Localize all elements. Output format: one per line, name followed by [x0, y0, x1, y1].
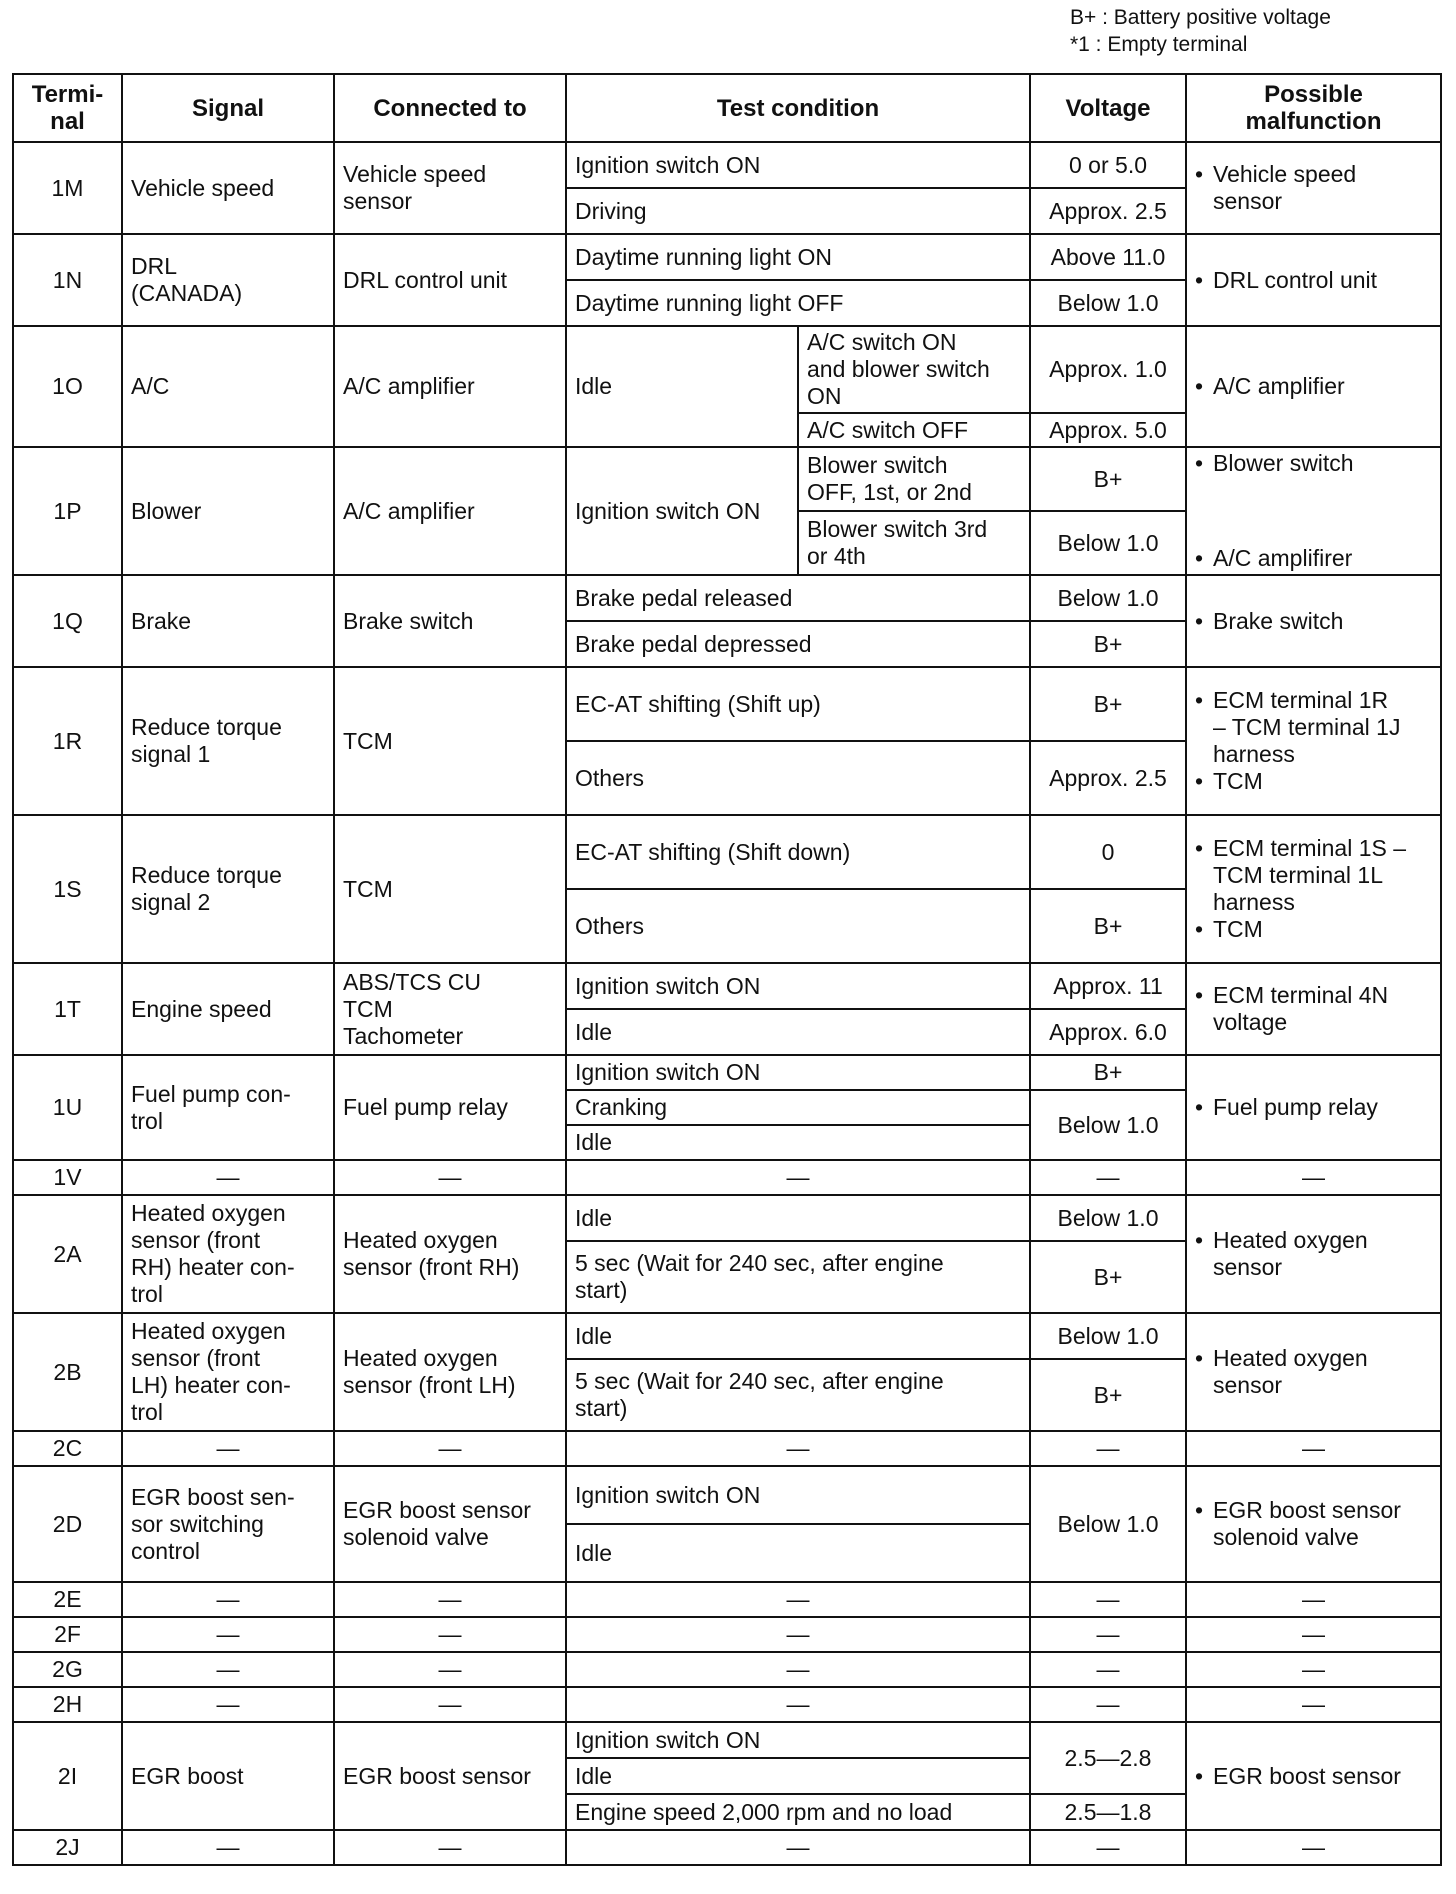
- empty-cell: —: [1030, 1687, 1186, 1722]
- connected-cell: Heated oxygen sensor (front RH): [334, 1195, 566, 1313]
- empty-cell: —: [1030, 1582, 1186, 1617]
- header-possible-malfunction: Possible malfunction: [1186, 74, 1441, 142]
- condition-cell: Idle: [566, 1009, 1030, 1055]
- empty-cell: —: [566, 1687, 1030, 1722]
- empty-cell: —: [334, 1582, 566, 1617]
- malfunction-item: EGR boost sensor solenoid valve: [1213, 1497, 1401, 1550]
- terminal-cell: 2J: [13, 1830, 122, 1865]
- empty-cell: —: [1030, 1431, 1186, 1466]
- table-row: [13, 667, 1441, 741]
- connected-cell: Brake switch: [334, 575, 566, 667]
- malfunction-cell: • Fuel pump relay: [1186, 1055, 1441, 1160]
- table-row: [13, 1431, 1441, 1466]
- malfunction-item: TCM: [1213, 916, 1263, 942]
- empty-cell: —: [122, 1617, 334, 1652]
- empty-cell: —: [566, 1617, 1030, 1652]
- terminal-cell: 1M: [13, 142, 122, 234]
- malfunction-cell: • Heated oxygen sensor: [1186, 1313, 1441, 1431]
- condition-cell: Idle: [566, 326, 798, 447]
- malfunction-item: ECM terminal 4N voltage: [1213, 982, 1389, 1035]
- empty-cell: —: [1186, 1160, 1441, 1195]
- voltage-cell: Below 1.0: [1030, 1313, 1186, 1359]
- empty-cell: —: [1186, 1652, 1441, 1687]
- malfunction-item: A/C amplifirer: [1213, 545, 1353, 571]
- empty-cell: —: [334, 1617, 566, 1652]
- condition-cell: EC-AT shifting (Shift down): [566, 815, 1030, 889]
- connected-cell: EGR boost sensor: [334, 1722, 566, 1830]
- empty-cell: —: [566, 1582, 1030, 1617]
- terminal-cell: 2D: [13, 1466, 122, 1582]
- header-terminal: Termi- nal: [13, 74, 122, 142]
- signal-cell: Reduce torque signal 2: [122, 815, 334, 963]
- connected-cell: Heated oxygen sensor (front LH): [334, 1313, 566, 1431]
- empty-cell: —: [334, 1431, 566, 1466]
- table-row: [13, 1830, 1441, 1865]
- condition-cell: Idle: [566, 1195, 1030, 1241]
- connected-cell: TCM: [334, 667, 566, 815]
- malfunction-item: Heated oxygen sensor: [1213, 1345, 1368, 1398]
- malfunction-cell: • DRL control unit: [1186, 234, 1441, 326]
- signal-cell: Reduce torque signal 1: [122, 667, 334, 815]
- voltage-cell: 0: [1030, 815, 1186, 889]
- malfunction-item: Fuel pump relay: [1213, 1094, 1378, 1120]
- signal-cell: DRL (CANADA): [122, 234, 334, 326]
- condition-cell: Ignition switch ON: [566, 447, 798, 575]
- malfunction-item: Blower switch: [1213, 450, 1354, 476]
- condition-cell: 5 sec (Wait for 240 sec, after engine start): [566, 1241, 1030, 1313]
- connected-cell: Vehicle speed sensor: [334, 142, 566, 234]
- empty-cell: —: [566, 1830, 1030, 1865]
- condition-cell: Ignition switch ON: [566, 1466, 1030, 1524]
- malfunction-cell: • Vehicle speed sensor: [1186, 142, 1441, 234]
- table-row: [13, 1652, 1441, 1687]
- table-row: [13, 963, 1441, 1009]
- terminal-cell: 1P: [13, 447, 122, 575]
- connected-cell: DRL control unit: [334, 234, 566, 326]
- table-row: [13, 234, 1441, 280]
- empty-cell: —: [1186, 1431, 1441, 1466]
- condition-cell: Daytime running light ON: [566, 234, 1030, 280]
- signal-cell: A/C: [122, 326, 334, 447]
- voltage-cell: Above 11.0: [1030, 234, 1186, 280]
- terminal-cell: 1Q: [13, 575, 122, 667]
- empty-cell: —: [1030, 1617, 1186, 1652]
- signal-cell: Engine speed: [122, 963, 334, 1055]
- voltage-cell: Approx. 11: [1030, 963, 1186, 1009]
- empty-cell: —: [122, 1582, 334, 1617]
- voltage-cell: Below 1.0: [1030, 1466, 1186, 1582]
- voltage-cell: B+: [1030, 1359, 1186, 1431]
- condition-cell: Ignition switch ON: [566, 1722, 1030, 1758]
- malfunction-cell: • A/C amplifier: [1186, 326, 1441, 447]
- header-connected-to: Connected to: [334, 74, 566, 142]
- table-row: [13, 1195, 1441, 1241]
- voltage-cell: Approx. 5.0: [1030, 413, 1186, 447]
- terminal-cell: 2A: [13, 1195, 122, 1313]
- malfunction-item: Heated oxygen sensor: [1213, 1227, 1368, 1280]
- condition-cell: Engine speed 2,000 rpm and no load: [566, 1794, 1030, 1830]
- empty-cell: —: [334, 1160, 566, 1195]
- legend-empty-terminal: *1 : Empty terminal: [1070, 33, 1248, 56]
- malfunction-cell: • Brake switch: [1186, 575, 1441, 667]
- malfunction-item: TCM: [1213, 768, 1263, 794]
- table-row: [13, 326, 1441, 413]
- legend: [1070, 4, 1331, 58]
- signal-cell: EGR boost: [122, 1722, 334, 1830]
- empty-cell: —: [1030, 1652, 1186, 1687]
- terminal-spec-table: [12, 73, 1442, 1866]
- header-voltage: Voltage: [1030, 74, 1186, 142]
- empty-cell: —: [566, 1652, 1030, 1687]
- connected-cell: ABS/TCS CU TCM Tachometer: [334, 963, 566, 1055]
- malfunction-item: A/C amplifier: [1213, 373, 1345, 399]
- malfunction-cell: • EGR boost sensor: [1186, 1722, 1441, 1830]
- condition-cell: Idle: [566, 1125, 1030, 1160]
- sub-condition-cell: Blower switch OFF, 1st, or 2nd: [798, 447, 1030, 511]
- terminal-cell: 2I: [13, 1722, 122, 1830]
- empty-cell: —: [122, 1652, 334, 1687]
- terminal-cell: 1U: [13, 1055, 122, 1160]
- voltage-cell: Approx. 1.0: [1030, 326, 1186, 413]
- voltage-cell: Below 1.0: [1030, 1090, 1186, 1160]
- voltage-cell: 0 or 5.0: [1030, 142, 1186, 188]
- connected-cell: EGR boost sensor solenoid valve: [334, 1466, 566, 1582]
- terminal-cell: 1S: [13, 815, 122, 963]
- empty-cell: —: [122, 1830, 334, 1865]
- table-row: [13, 575, 1441, 621]
- terminal-cell: 1N: [13, 234, 122, 326]
- signal-cell: Blower: [122, 447, 334, 575]
- voltage-cell: B+: [1030, 667, 1186, 741]
- header-signal: Signal: [122, 74, 334, 142]
- table-row: [13, 1055, 1441, 1090]
- voltage-cell: Approx. 2.5: [1030, 741, 1186, 815]
- signal-cell: Vehicle speed: [122, 142, 334, 234]
- malfunction-item: Vehicle speed sensor: [1213, 161, 1357, 214]
- malfunction-item: Brake switch: [1213, 607, 1344, 634]
- table-row: [13, 815, 1441, 889]
- condition-cell: Idle: [566, 1313, 1030, 1359]
- signal-cell: Heated oxygen sensor (front LH) heater con- trol: [122, 1313, 334, 1431]
- voltage-cell: B+: [1030, 889, 1186, 963]
- terminal-cell: 1V: [13, 1160, 122, 1195]
- empty-cell: —: [1186, 1617, 1441, 1652]
- empty-cell: —: [334, 1687, 566, 1722]
- condition-cell: Cranking: [566, 1090, 1030, 1125]
- table-row: [13, 1617, 1441, 1652]
- voltage-cell: 2.5—1.8: [1030, 1794, 1186, 1830]
- empty-cell: —: [566, 1160, 1030, 1195]
- voltage-cell: B+: [1030, 1055, 1186, 1090]
- terminal-cell: 2H: [13, 1687, 122, 1722]
- condition-cell: Daytime running light OFF: [566, 280, 1030, 326]
- condition-cell: Ignition switch ON: [566, 142, 1030, 188]
- legend-b-plus: B+ : Battery positive voltage: [1070, 6, 1331, 29]
- condition-cell: Ignition switch ON: [566, 963, 1030, 1009]
- connected-cell: Fuel pump relay: [334, 1055, 566, 1160]
- empty-cell: —: [334, 1830, 566, 1865]
- voltage-cell: Below 1.0: [1030, 1195, 1186, 1241]
- empty-cell: —: [122, 1431, 334, 1466]
- condition-cell: Ignition switch ON: [566, 1055, 1030, 1090]
- table-row: [13, 1466, 1441, 1524]
- terminal-cell: 2G: [13, 1652, 122, 1687]
- condition-cell: Idle: [566, 1758, 1030, 1794]
- terminal-cell: 2B: [13, 1313, 122, 1431]
- voltage-cell: Approx. 2.5: [1030, 188, 1186, 234]
- malfunction-item: ECM terminal 1R – TCM terminal 1J harness: [1213, 687, 1401, 767]
- terminal-cell: 1R: [13, 667, 122, 815]
- header-row: [13, 74, 1441, 142]
- empty-cell: —: [566, 1431, 1030, 1466]
- terminal-cell: 2E: [13, 1582, 122, 1617]
- empty-cell: —: [122, 1687, 334, 1722]
- table-row: [13, 1722, 1441, 1758]
- malfunction-item: ECM terminal 1S – TCM terminal 1L harness: [1213, 835, 1407, 915]
- malfunction-cell: • Blower switch • A/C amplifirer: [1186, 447, 1441, 575]
- empty-cell: —: [1186, 1582, 1441, 1617]
- condition-cell: Brake pedal released: [566, 575, 1030, 621]
- voltage-cell: B+: [1030, 621, 1186, 667]
- malfunction-item: EGR boost sensor: [1213, 1762, 1401, 1789]
- empty-cell: —: [1186, 1687, 1441, 1722]
- signal-cell: EGR boost sen- sor switching control: [122, 1466, 334, 1582]
- table-row: [13, 447, 1441, 511]
- condition-cell: Others: [566, 889, 1030, 963]
- table-row: [13, 1313, 1441, 1359]
- terminal-cell: 2F: [13, 1617, 122, 1652]
- header-test-condition: Test condition: [566, 74, 1030, 142]
- table-row: [13, 1160, 1441, 1195]
- voltage-cell: B+: [1030, 1241, 1186, 1313]
- terminal-cell: 1T: [13, 963, 122, 1055]
- empty-cell: —: [334, 1652, 566, 1687]
- voltage-cell: Below 1.0: [1030, 575, 1186, 621]
- condition-cell: Driving: [566, 188, 1030, 234]
- voltage-cell: 2.5—2.8: [1030, 1722, 1186, 1794]
- condition-cell: 5 sec (Wait for 240 sec, after engine start): [566, 1359, 1030, 1431]
- empty-cell: —: [1030, 1830, 1186, 1865]
- empty-cell: —: [1030, 1160, 1186, 1195]
- voltage-cell: B+: [1030, 447, 1186, 511]
- terminal-cell: 2C: [13, 1431, 122, 1466]
- voltage-cell: Below 1.0: [1030, 511, 1186, 575]
- malfunction-cell: • Heated oxygen sensor: [1186, 1195, 1441, 1313]
- terminal-cell: 1O: [13, 326, 122, 447]
- empty-cell: —: [122, 1160, 334, 1195]
- voltage-cell: Approx. 6.0: [1030, 1009, 1186, 1055]
- condition-cell: Others: [566, 741, 1030, 815]
- table-row: [13, 1687, 1441, 1722]
- connected-cell: A/C amplifier: [334, 326, 566, 447]
- condition-cell: Brake pedal depressed: [566, 621, 1030, 667]
- connected-cell: TCM: [334, 815, 566, 963]
- signal-cell: Brake: [122, 575, 334, 667]
- malfunction-item: DRL control unit: [1213, 266, 1378, 293]
- voltage-cell: Below 1.0: [1030, 280, 1186, 326]
- empty-cell: —: [1186, 1830, 1441, 1865]
- sub-condition-cell: A/C switch ON and blower switch ON: [798, 326, 1030, 413]
- connected-cell: A/C amplifier: [334, 447, 566, 575]
- malfunction-cell: • EGR boost sensor solenoid valve: [1186, 1466, 1441, 1582]
- malfunction-cell: • ECM terminal 1R – TCM terminal 1J harness • TCM: [1186, 667, 1441, 815]
- malfunction-cell: • ECM terminal 4N voltage: [1186, 963, 1441, 1055]
- condition-cell: EC-AT shifting (Shift up): [566, 667, 1030, 741]
- signal-cell: Fuel pump con- trol: [122, 1055, 334, 1160]
- table-row: [13, 142, 1441, 188]
- condition-cell: Idle: [566, 1524, 1030, 1582]
- malfunction-cell: • ECM terminal 1S – TCM terminal 1L harness • TCM: [1186, 815, 1441, 963]
- table-row: [13, 1582, 1441, 1617]
- signal-cell: Heated oxygen sensor (front RH) heater con- trol: [122, 1195, 334, 1313]
- sub-condition-cell: Blower switch 3rd or 4th: [798, 511, 1030, 575]
- sub-condition-cell: A/C switch OFF: [798, 413, 1030, 447]
